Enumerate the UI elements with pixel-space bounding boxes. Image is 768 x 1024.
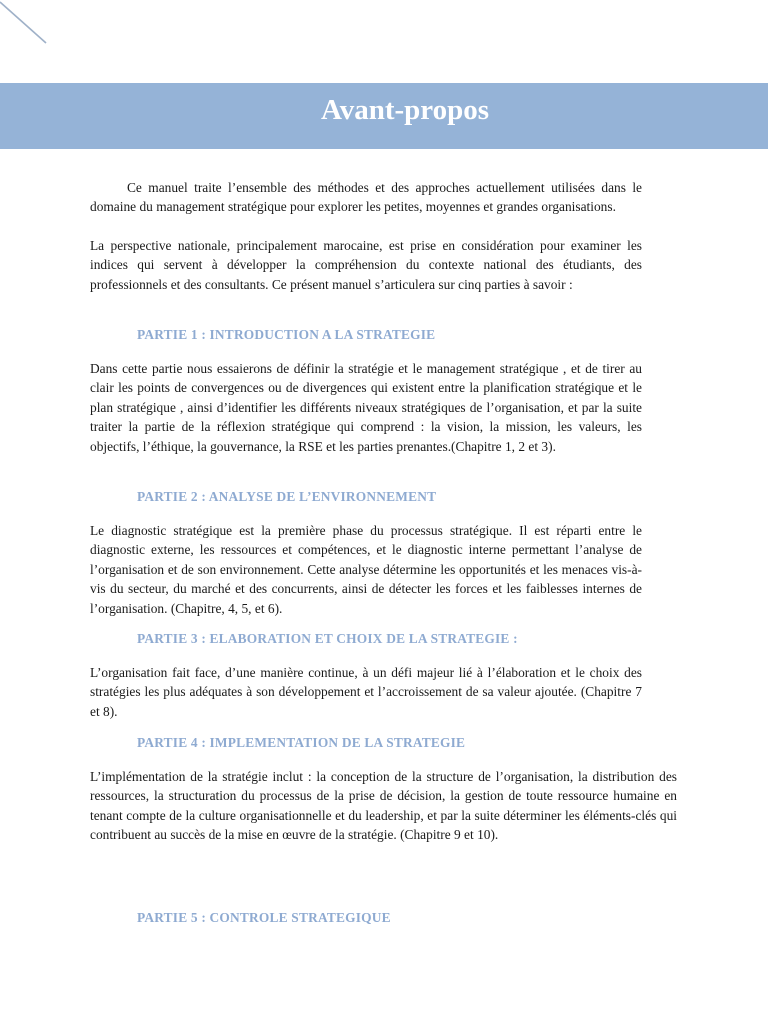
intro-paragraph-2: La perspective nationale, principalement marocaine, est prise en considération pour examiner les indices qui servent à développer la compréhension du contexte national des étudiants, des professionnels et des consultants. Ce présent manuel s’articulera sur cinq parties à savoir : xyxy=(90,238,642,292)
part-2-text: Le diagnostic stratégique est la première phase du processus stratégique. Il est réparti entre le diagnostic externe, les ressources et compétences, et le diagnostic interne permettant l’analyse de l’organisation et de son environnement. Cette analyse détermine les opportunités et les menaces vis-à-vis du secteur, du marché et des concurrents, ainsi de détecter les forces et les faiblesses internes de l’organisation. (Chapitre, 4, 5, et 6). xyxy=(90,523,642,616)
part-1-heading: PARTIE 1 : INTRODUCTION A LA STRATEGIE xyxy=(137,327,436,342)
corner-decoration xyxy=(0,0,60,60)
part-3-heading: PARTIE 3 : ELABORATION ET CHOIX DE LA STRATEGIE : xyxy=(137,631,518,646)
part-4-heading: PARTIE 4 : IMPLEMENTATION DE LA STRATEGIE xyxy=(137,735,466,750)
part-1-text: Dans cette partie nous essaierons de définir la stratégie et le management stratégique , et de tirer au clair les points de convergences ou de divergences qui existent entre la planification stratégique et le plan stratégique , ainsi d’identifier les différents niveaux stratégiques de l’organisation, et par la suite traiter la partie de la réflexion stratégique qui comprend : la vision, la mission, les valeurs, les objectifs, l’éthique, la gouvernance, la RSE et les parties prenantes.(Chapitre 1, 2 et 3). xyxy=(90,361,642,454)
page-title: Avant-propos xyxy=(320,94,490,126)
part-3-text: L’organisation fait face, d’une manière continue, à un défi majeur lié à l’élaboration et le choix des stratégies les plus adéquates à son développement et l’accroissement de sa valeur ajoutée. (Chapitre 7 et 8). xyxy=(90,665,642,719)
intro-paragraph-1: Ce manuel traite l’ensemble des méthodes et des approches actuellement utilisées dans le domaine du management stratégique pour explorer les petites, moyennes et grandes organisations. xyxy=(90,180,642,215)
part-5-heading: PARTIE 5 : CONTROLE STRATEGIQUE xyxy=(137,910,391,925)
part-4-text: L’implémentation de la stratégie inclut : la conception de la structure de l’organisation, la distribution des ressources, la structuration du processus de la prise de décision, la gestion de toute ressource humaine en tenant compte de la culture organisationnelle et du leadership, et par la suite déterminer les éléments-clés qui contribuent au succès de la mise en œuvre de la stratégie. (Chapitre 9 et 10). xyxy=(90,769,677,843)
title-banner xyxy=(0,83,768,149)
part-2-heading: PARTIE 2 : ANALYSE DE L’ENVIRONNEMENT xyxy=(137,489,437,504)
